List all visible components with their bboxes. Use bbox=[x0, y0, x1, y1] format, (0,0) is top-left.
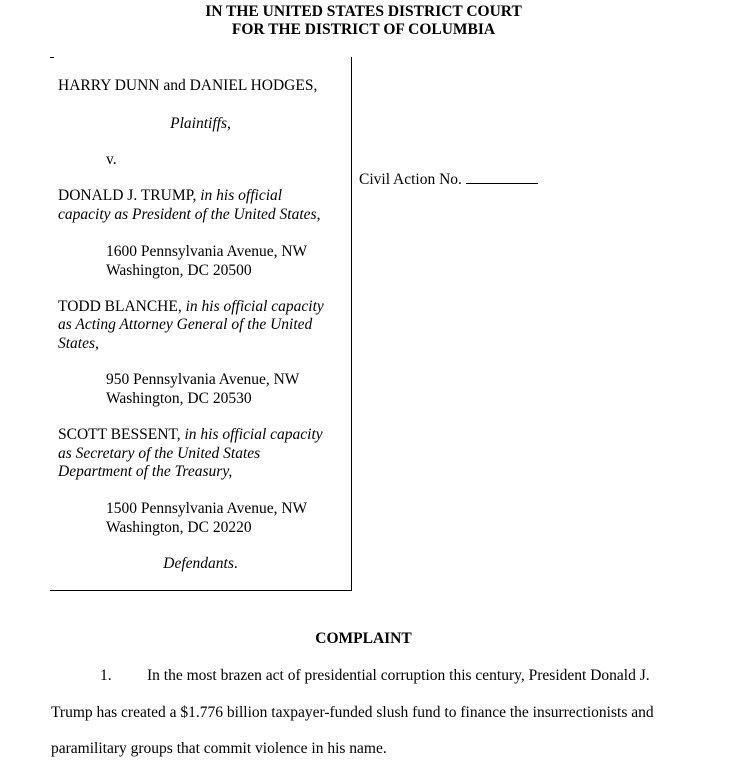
plaintiffs-label-line bbox=[50, 115, 351, 134]
civil-action-blank bbox=[466, 169, 538, 184]
defendant-2-address-1: 950 Pennsylvania Avenue, NW bbox=[106, 371, 300, 388]
civil-action-number bbox=[359, 169, 538, 189]
paragraph-1-line-2: Trump has created a $1.776 billion taxpayer-funded slush fund to finance the insurrectionists and bbox=[51, 704, 654, 721]
civil-action-label: Civil Action No. bbox=[359, 171, 462, 188]
document-title: COMPLAINT bbox=[315, 630, 412, 647]
defendant-2-capacity-1: in his official capacity bbox=[185, 298, 324, 315]
defendant-1-line-1 bbox=[58, 187, 282, 206]
defendant-1-capacity-1: in his official bbox=[200, 187, 283, 204]
versus: v. bbox=[106, 151, 117, 168]
defendant-2-line-3 bbox=[58, 335, 99, 354]
plaintiffs-label: Plaintiffs bbox=[170, 115, 227, 132]
court-heading bbox=[0, 3, 727, 39]
defendant-3-name: SCOTT BESSENT, bbox=[58, 426, 185, 443]
defendant-3-capacity-1: in his official capacity bbox=[184, 426, 323, 443]
defendants-period: . bbox=[233, 555, 238, 572]
defendant-2-end: , bbox=[95, 335, 99, 352]
plaintiffs-comma: , bbox=[226, 115, 231, 132]
paragraph-1-line-3: paramilitary groups that commit violence in his name. bbox=[51, 740, 387, 757]
defendant-1-address-2: Washington, DC 20500 bbox=[106, 262, 252, 279]
caption-box-top-tick bbox=[50, 57, 54, 58]
plaintiffs-names: HARRY DUNN and DANIEL HODGES, bbox=[58, 77, 318, 94]
defendant-2-capacity-3: States bbox=[58, 335, 96, 352]
defendants-label: Defendants bbox=[163, 555, 234, 572]
defendant-2-capacity-2: as Acting Attorney General of the United bbox=[58, 316, 313, 333]
paragraph-1-line-1: In the most brazen act of presidential corruption this century, President Donald J. bbox=[147, 667, 650, 684]
defendants-label-line bbox=[50, 555, 351, 574]
defendant-3-capacity-3: Department of the Treasury, bbox=[58, 463, 233, 480]
defendant-2-name: TODD BLANCHE, bbox=[58, 298, 186, 315]
defendant-1-line-2 bbox=[58, 206, 320, 225]
defendant-1-address-1: 1600 Pennsylvania Avenue, NW bbox=[106, 243, 308, 260]
defendant-1-capacity-2: capacity as President of the United States bbox=[58, 206, 317, 223]
paragraph-1-number: 1. bbox=[100, 667, 112, 684]
defendant-3-address-2: Washington, DC 20220 bbox=[106, 519, 252, 536]
court-heading-line-2: FOR THE DISTRICT OF COLUMBIA bbox=[231, 21, 496, 38]
defendant-1-name: DONALD J. TRUMP, bbox=[58, 187, 201, 204]
court-heading-line-1: IN THE UNITED STATES DISTRICT COURT bbox=[205, 3, 522, 20]
defendant-3-capacity-2: as Secretary of the United States bbox=[58, 445, 261, 462]
defendant-2-line-1 bbox=[58, 298, 324, 317]
defendant-3-address-1: 1500 Pennsylvania Avenue, NW bbox=[106, 500, 308, 517]
defendant-2-address-2: Washington, DC 20530 bbox=[106, 390, 252, 407]
defendant-1-end: , bbox=[316, 206, 321, 223]
defendant-3-line-1 bbox=[58, 426, 323, 445]
